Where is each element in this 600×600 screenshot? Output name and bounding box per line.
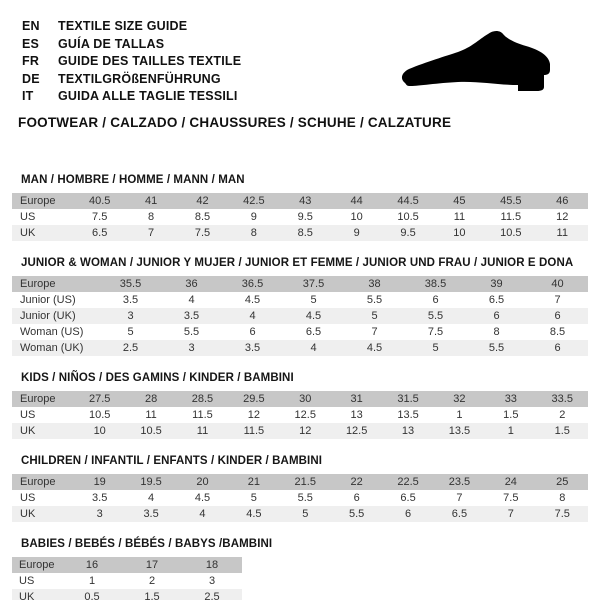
language-code: FR bbox=[22, 54, 40, 68]
size-row bbox=[12, 490, 588, 506]
size-cell: 3.5 bbox=[122, 293, 139, 306]
size-table bbox=[12, 474, 588, 522]
size-cell: 0.5 bbox=[84, 590, 100, 600]
language-title: GUIDA ALLE TAGLIE TESSILI bbox=[58, 89, 238, 103]
size-cell: 7 bbox=[554, 293, 561, 306]
size-cell: 8 bbox=[250, 226, 257, 239]
row-label: US bbox=[19, 574, 35, 587]
size-cell: 35.5 bbox=[119, 277, 142, 290]
size-cell: 10 bbox=[453, 226, 466, 239]
size-cell: 9.5 bbox=[297, 210, 313, 223]
size-row bbox=[12, 506, 588, 522]
size-cell: 38.5 bbox=[424, 277, 447, 290]
size-row bbox=[12, 573, 242, 589]
size-cell: 11 bbox=[145, 408, 157, 421]
size-cell: 36 bbox=[185, 277, 198, 290]
size-section bbox=[12, 372, 588, 439]
row-label: UK bbox=[20, 424, 36, 437]
size-cell: 16 bbox=[85, 558, 99, 571]
size-cell: 3 bbox=[188, 341, 195, 354]
size-cell: 5.5 bbox=[427, 309, 444, 322]
size-cell: 13 bbox=[350, 408, 363, 421]
size-cell: 3.5 bbox=[183, 309, 200, 322]
size-cell: 6 bbox=[493, 309, 500, 322]
size-table-title: JUNIOR & WOMAN / JUNIOR Y MUJER / JUNIOR ET FEMME / JUNIOR UND FRAU / JUNIOR E DONA bbox=[21, 256, 574, 269]
size-cell: 8.5 bbox=[194, 210, 211, 223]
size-cell: 5 bbox=[302, 507, 309, 520]
row-label: Junior (US) bbox=[20, 293, 76, 306]
size-cell: 19 bbox=[93, 475, 106, 488]
size-cell: 2 bbox=[559, 408, 566, 421]
size-cell: 6 bbox=[353, 491, 360, 504]
size-cell: 37.5 bbox=[302, 277, 325, 290]
language-title: TEXTILGRÖßENFÜHRUNG bbox=[58, 71, 221, 86]
size-cell: 4.5 bbox=[366, 341, 383, 354]
size-cell: 40 bbox=[551, 277, 564, 290]
size-cell: 10 bbox=[93, 424, 106, 437]
size-cell: 1 bbox=[456, 408, 463, 421]
size-cell: 9 bbox=[353, 226, 360, 239]
size-cell: 3.5 bbox=[244, 341, 261, 354]
size-row bbox=[12, 225, 588, 241]
size-cell: 20 bbox=[196, 475, 209, 488]
size-row bbox=[12, 308, 588, 324]
size-tables bbox=[12, 174, 588, 600]
row-label: US bbox=[20, 408, 36, 421]
size-section bbox=[12, 455, 588, 522]
size-cell: 6.5 bbox=[488, 293, 505, 306]
language-code: ES bbox=[22, 36, 40, 51]
size-cell: 1.5 bbox=[144, 590, 160, 600]
size-cell: 7.5 bbox=[194, 226, 211, 239]
size-cell: 3.5 bbox=[143, 507, 159, 520]
size-cell: 4 bbox=[148, 491, 155, 504]
size-table bbox=[12, 193, 588, 241]
size-cell: 13 bbox=[401, 424, 415, 437]
size-cell: 6 bbox=[554, 341, 561, 354]
size-cell: 40.5 bbox=[88, 194, 111, 207]
size-cell: 12 bbox=[299, 424, 312, 437]
row-label: Woman (US) bbox=[20, 325, 84, 338]
size-cell: 6 bbox=[432, 293, 439, 306]
size-cell: 4.5 bbox=[246, 507, 262, 520]
size-cell: 4.5 bbox=[194, 491, 211, 504]
size-cell: 7 bbox=[507, 507, 514, 520]
size-cell: 7 bbox=[148, 226, 155, 239]
size-row bbox=[12, 423, 588, 439]
size-cell: 10.5 bbox=[500, 226, 522, 239]
size-cell: 5.5 bbox=[297, 491, 313, 504]
size-row bbox=[12, 324, 588, 340]
size-table bbox=[12, 391, 588, 439]
size-cell: 5.5 bbox=[183, 325, 200, 338]
size-cell: 43 bbox=[299, 194, 312, 207]
size-table-title: BABIES / BEBÉS / BÉBÉS / BABYS /BAMBINI bbox=[21, 537, 273, 550]
size-table-title: KIDS / NIÑOS / DES GAMINS / KINDER / BAMBINI bbox=[21, 371, 294, 384]
size-section bbox=[12, 538, 588, 600]
size-cell: 5 bbox=[371, 309, 378, 322]
row-label: Europe bbox=[20, 392, 56, 405]
size-cell: 10.5 bbox=[88, 408, 111, 421]
size-cell: 30 bbox=[299, 392, 312, 405]
size-cell: 32 bbox=[453, 392, 466, 405]
row-label: Europe bbox=[19, 558, 55, 571]
size-cell: 11 bbox=[453, 210, 466, 223]
row-label: Europe bbox=[20, 194, 56, 207]
size-cell: 12 bbox=[247, 408, 260, 421]
size-cell: 41 bbox=[144, 194, 158, 207]
size-cell: 45 bbox=[453, 194, 466, 207]
size-cell: 8 bbox=[559, 491, 566, 504]
size-header-row bbox=[12, 557, 242, 573]
size-cell: 6 bbox=[554, 309, 561, 322]
size-header-row bbox=[12, 276, 588, 292]
size-cell: 2 bbox=[148, 574, 156, 587]
size-cell: 11 bbox=[556, 226, 568, 239]
size-cell: 12 bbox=[556, 210, 569, 223]
size-cell: 7.5 bbox=[554, 507, 570, 520]
size-cell: 7 bbox=[371, 325, 378, 338]
size-cell: 5.5 bbox=[488, 341, 505, 354]
size-cell: 33 bbox=[504, 392, 517, 405]
size-cell: 1.5 bbox=[554, 424, 570, 437]
size-cell: 7.5 bbox=[503, 491, 519, 504]
size-cell: 3 bbox=[96, 507, 103, 520]
size-cell: 2.5 bbox=[204, 590, 220, 600]
size-cell: 45.5 bbox=[500, 194, 522, 207]
size-cell: 21 bbox=[247, 475, 260, 488]
size-row bbox=[12, 589, 242, 600]
size-row bbox=[12, 340, 588, 356]
row-label: Europe bbox=[20, 277, 56, 290]
size-cell: 7.5 bbox=[427, 325, 444, 338]
size-table bbox=[12, 276, 588, 356]
size-cell: 4 bbox=[249, 309, 256, 322]
size-cell: 27.5 bbox=[88, 392, 111, 405]
size-cell: 22.5 bbox=[397, 475, 419, 488]
size-cell: 3 bbox=[127, 309, 134, 322]
size-table-title: CHILDREN / INFANTIL / ENFANTS / KINDER / BAMBINI bbox=[21, 454, 323, 467]
size-cell: 10 bbox=[350, 210, 363, 223]
size-table bbox=[12, 557, 242, 600]
size-cell: 11.5 bbox=[192, 408, 213, 421]
size-cell: 11.5 bbox=[500, 210, 522, 223]
size-cell: 13.5 bbox=[397, 408, 419, 421]
size-cell: 36.5 bbox=[241, 277, 264, 290]
size-cell: 8 bbox=[148, 210, 155, 223]
size-cell: 11.5 bbox=[243, 424, 265, 437]
size-cell: 22 bbox=[350, 475, 363, 488]
size-cell: 3 bbox=[208, 574, 216, 587]
size-cell: 46 bbox=[556, 194, 569, 207]
size-cell: 1.5 bbox=[503, 408, 519, 421]
size-cell: 6.5 bbox=[305, 325, 322, 338]
size-cell: 8.5 bbox=[549, 325, 566, 338]
size-cell: 5 bbox=[310, 293, 317, 306]
row-label: US bbox=[20, 491, 36, 504]
size-cell: 6.5 bbox=[451, 507, 468, 520]
size-cell: 19.5 bbox=[140, 475, 162, 488]
size-cell: 17 bbox=[145, 558, 159, 571]
size-cell: 33.5 bbox=[551, 392, 573, 405]
row-label: UK bbox=[19, 590, 35, 600]
size-cell: 6 bbox=[249, 325, 256, 338]
row-label: Europe bbox=[20, 475, 56, 488]
size-cell: 10.5 bbox=[397, 210, 419, 223]
size-row bbox=[12, 209, 588, 225]
size-cell: 12.5 bbox=[345, 424, 368, 437]
size-row bbox=[12, 292, 588, 308]
size-cell: 38 bbox=[368, 277, 381, 290]
size-section bbox=[12, 257, 588, 356]
size-cell: 5 bbox=[250, 491, 257, 504]
size-cell: 7.5 bbox=[92, 210, 108, 223]
size-cell: 18 bbox=[205, 558, 219, 571]
size-cell: 28.5 bbox=[191, 392, 214, 405]
language-code: IT bbox=[22, 89, 34, 103]
row-label: US bbox=[20, 210, 36, 223]
dress-shoe-icon bbox=[398, 28, 568, 98]
language-title: GUIDE DES TAILLES TEXTILE bbox=[58, 54, 242, 68]
size-cell: 25 bbox=[556, 475, 569, 488]
size-cell: 7 bbox=[456, 491, 463, 504]
size-cell: 1 bbox=[88, 574, 96, 587]
size-cell: 1 bbox=[507, 424, 514, 437]
size-cell: 29.5 bbox=[243, 392, 265, 405]
size-cell: 4 bbox=[188, 293, 195, 306]
row-label: UK bbox=[20, 226, 36, 239]
size-section bbox=[12, 174, 588, 241]
language-title: GUÍA DE TALLAS bbox=[58, 36, 165, 51]
size-cell: 5 bbox=[432, 341, 439, 354]
size-cell: 31.5 bbox=[397, 392, 419, 405]
size-cell: 6.5 bbox=[400, 491, 416, 504]
size-cell: 6.5 bbox=[92, 226, 108, 239]
size-cell: 42.5 bbox=[243, 194, 265, 207]
language-code: EN bbox=[22, 19, 40, 33]
row-label: Woman (UK) bbox=[20, 341, 84, 354]
size-cell: 23.5 bbox=[448, 475, 471, 488]
size-table-title: MAN / HOMBRE / HOMME / MANN / MAN bbox=[21, 173, 245, 186]
size-cell: 13.5 bbox=[448, 424, 471, 437]
size-cell: 5.5 bbox=[349, 507, 365, 520]
category-heading: FOOTWEAR / CALZADO / CHAUSSURES / SCHUHE / CALZATURE bbox=[18, 114, 452, 130]
size-cell: 8.5 bbox=[297, 226, 313, 239]
size-cell: 2.5 bbox=[122, 341, 139, 354]
language-title: TEXTILE SIZE GUIDE bbox=[58, 19, 188, 33]
size-cell: 4.5 bbox=[244, 293, 261, 306]
row-label: UK bbox=[20, 507, 36, 520]
size-header-row bbox=[12, 193, 588, 209]
header bbox=[0, 0, 600, 106]
size-cell: 6 bbox=[404, 507, 412, 520]
size-cell: 5 bbox=[127, 325, 134, 338]
size-cell: 4 bbox=[199, 507, 206, 520]
size-cell: 9.5 bbox=[400, 226, 416, 239]
size-cell: 11 bbox=[196, 424, 209, 437]
size-cell: 9 bbox=[250, 210, 257, 223]
size-cell: 4 bbox=[310, 341, 317, 354]
size-cell: 24 bbox=[504, 475, 517, 488]
size-header-row bbox=[12, 474, 588, 490]
size-cell: 31 bbox=[350, 392, 363, 405]
size-cell: 28 bbox=[144, 392, 158, 405]
size-cell: 3.5 bbox=[92, 491, 108, 504]
size-cell: 4.5 bbox=[305, 309, 322, 322]
size-row bbox=[12, 407, 588, 423]
size-cell: 44.5 bbox=[397, 194, 419, 207]
size-cell: 42 bbox=[196, 194, 209, 207]
size-cell: 44 bbox=[350, 194, 363, 207]
size-cell: 12.5 bbox=[294, 408, 316, 421]
size-cell: 5.5 bbox=[366, 293, 383, 306]
row-label: Junior (UK) bbox=[20, 309, 76, 322]
language-code: DE bbox=[22, 71, 40, 86]
size-header-row bbox=[12, 391, 588, 407]
size-cell: 21.5 bbox=[294, 475, 316, 488]
size-cell: 8 bbox=[493, 325, 500, 338]
size-cell: 10.5 bbox=[140, 424, 162, 437]
size-cell: 39 bbox=[490, 277, 503, 290]
